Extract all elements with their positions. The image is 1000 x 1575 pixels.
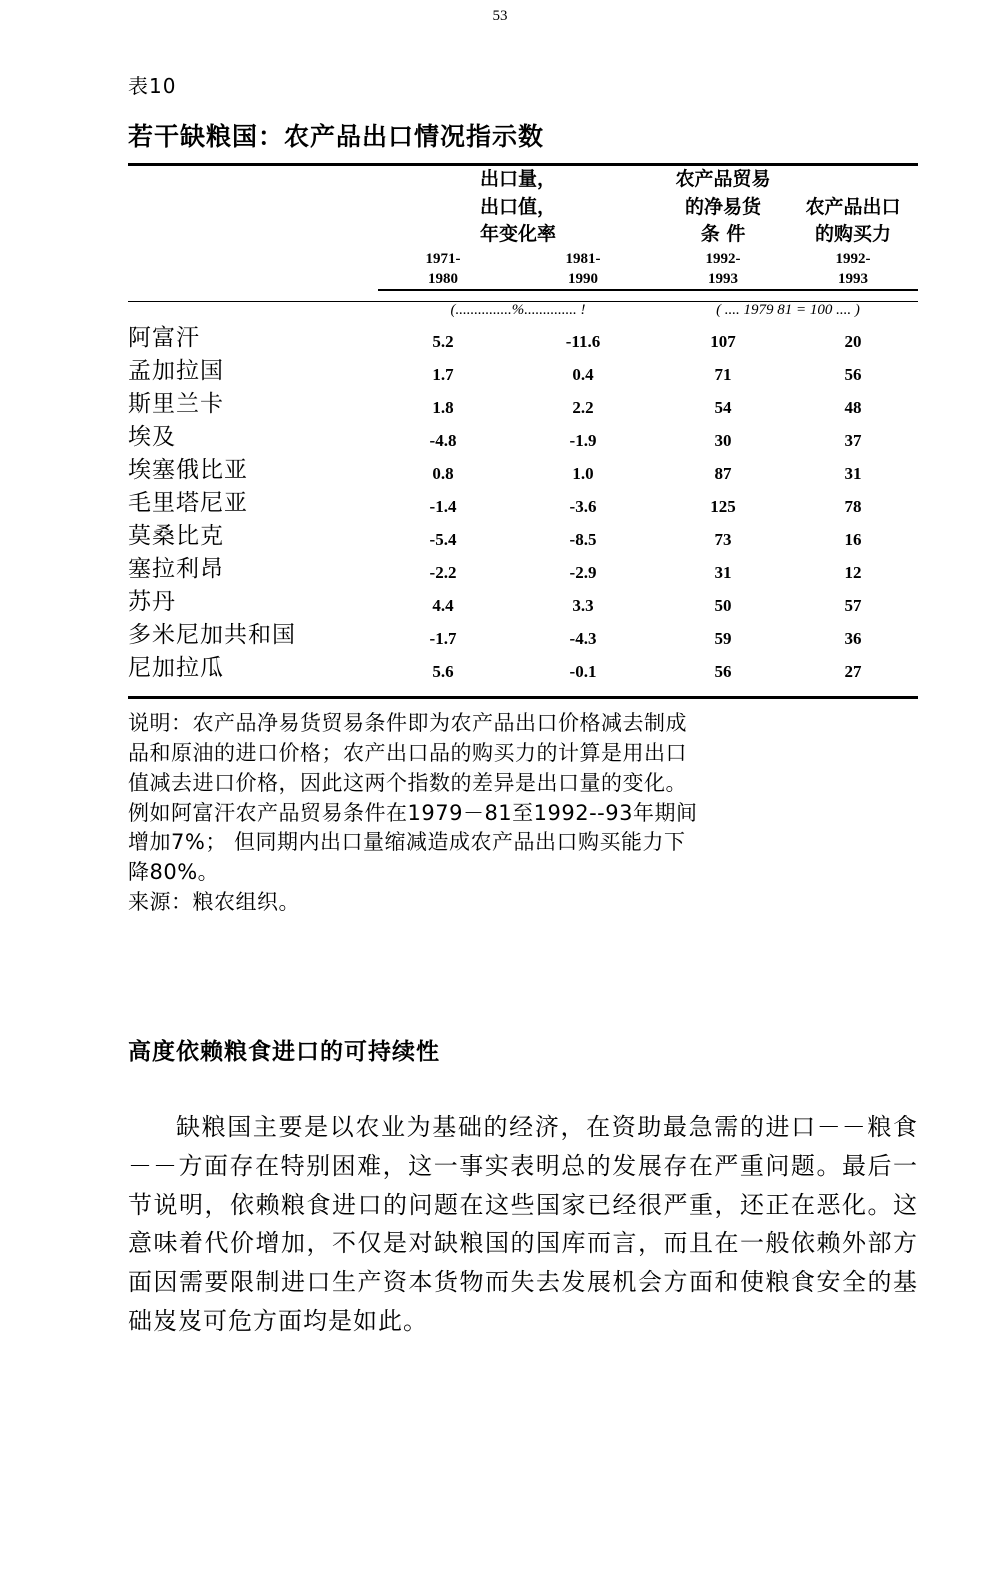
row-value-1971-1980: 1.8 xyxy=(432,398,454,418)
row-country: 莫桑比克 xyxy=(128,523,224,550)
row-value-1981-1990: -4.3 xyxy=(569,629,597,649)
header-blank xyxy=(128,166,378,249)
row-country: 苏丹 xyxy=(128,589,176,616)
row-value-power: 78 xyxy=(844,497,862,517)
row-country: 斯里兰卡 xyxy=(128,391,224,418)
table-row xyxy=(128,352,918,385)
table-row xyxy=(128,319,918,352)
table-row xyxy=(128,616,918,649)
row-country: 尼加拉瓜 xyxy=(128,655,224,682)
row-country: 埃塞俄比亚 xyxy=(128,457,248,484)
row-value-terms: 71 xyxy=(714,365,732,385)
row-value-1981-1990: -1.9 xyxy=(569,431,597,451)
units-index: ( .... 1979 81 = 100 .... ) xyxy=(716,302,860,319)
row-value-1971-1980: 1.7 xyxy=(432,365,454,385)
row-value-terms: 107 xyxy=(710,332,736,352)
units-row xyxy=(128,302,918,319)
header-group-row xyxy=(128,166,918,249)
row-value-1971-1980: 5.2 xyxy=(432,332,454,352)
header-years-1971-1980: 1971- 1980 xyxy=(378,249,508,291)
row-value-1971-1980: -1.4 xyxy=(429,497,457,517)
row-value-power: 36 xyxy=(844,629,862,649)
row-value-1971-1980: -4.8 xyxy=(429,431,457,451)
row-country: 埃及 xyxy=(128,424,176,451)
body-paragraph: 缺粮国主要是以农业为基础的经济，在资助最急需的进口－－粮食－－方面存在特别困难，这一事实表明总的发展存在严重问题。最后一节说明，依赖粮食进口的问题在这些国家已经很严重，还正在恶化。这意味着代价增加，不仅是对缺粮国的国库而言，而且在一般依赖外部方面因需要限制进口生产资本货物而失去发展机会方面和使粮食安全的基础岌岌可危方面均是如此。 xyxy=(128,1112,918,1336)
row-value-1971-1980: 5.6 xyxy=(432,662,454,682)
export-indicators-table xyxy=(128,166,918,291)
row-value-1981-1990: 0.4 xyxy=(572,365,594,385)
row-value-1971-1980: -2.2 xyxy=(429,563,457,583)
row-value-power: 12 xyxy=(844,563,862,583)
header-group-net-barter-terms: 农产品贸易 的净易货 条 件 xyxy=(675,168,771,246)
row-value-1981-1990: -3.6 xyxy=(569,497,597,517)
table-row xyxy=(128,583,918,616)
row-value-1981-1990: -8.5 xyxy=(569,530,597,550)
header-years-row xyxy=(128,249,918,291)
document-content xyxy=(128,70,918,1341)
table-note xyxy=(128,709,918,918)
row-value-1971-1980: -1.7 xyxy=(429,629,457,649)
row-value-1971-1980: 0.8 xyxy=(432,464,454,484)
row-value-terms: 31 xyxy=(714,563,732,583)
table-row xyxy=(128,550,918,583)
note-line: 降80%。 xyxy=(128,860,220,885)
row-value-1971-1980: 4.4 xyxy=(432,596,454,616)
row-country: 毛里塔尼亚 xyxy=(128,490,248,517)
row-value-terms: 30 xyxy=(714,431,732,451)
row-value-1981-1990: -0.1 xyxy=(569,662,597,682)
row-value-power: 16 xyxy=(844,530,862,550)
note-line: 品和原油的进口价格；农产出口品的购买力的计算是用出口 xyxy=(128,740,687,765)
row-value-terms: 54 xyxy=(714,398,732,418)
header-years-1992-1993-power: 1992- 1993 xyxy=(788,249,918,291)
table-row xyxy=(128,649,918,682)
header-group-purchasing-power: 农产品出口 的购买力 xyxy=(805,195,901,246)
row-value-1981-1990: -2.9 xyxy=(569,563,597,583)
header-group-export-volume: 出口量， 出口值， 年变化率 xyxy=(480,168,557,246)
note-line: 说明：农产品净易货贸易条件即为农产品出口价格减去制成 xyxy=(128,711,687,736)
row-value-terms: 56 xyxy=(714,662,732,682)
row-value-terms: 50 xyxy=(714,596,732,616)
row-country: 多米尼加共和国 xyxy=(128,622,296,649)
row-value-terms: 59 xyxy=(714,629,732,649)
row-value-power: 57 xyxy=(844,596,862,616)
table-bottom-rule xyxy=(128,696,918,699)
row-value-1981-1990: -11.6 xyxy=(565,332,601,352)
row-value-1981-1990: 3.3 xyxy=(572,596,594,616)
row-value-power: 56 xyxy=(844,365,862,385)
row-value-terms: 73 xyxy=(714,530,732,550)
row-value-1981-1990: 1.0 xyxy=(572,464,594,484)
table-row xyxy=(128,385,918,418)
row-country: 阿富汗 xyxy=(128,325,200,352)
header-years-1981-1990: 1981- 1990 xyxy=(508,249,658,291)
row-value-power: 31 xyxy=(844,464,862,484)
section-heading: 高度依赖粮食进口的可持续性 xyxy=(128,1038,440,1065)
row-value-terms: 87 xyxy=(714,464,732,484)
header-years-1992-1993-terms: 1992- 1993 xyxy=(658,249,788,291)
export-indicators-body xyxy=(128,302,918,682)
table-row xyxy=(128,517,918,550)
units-percent: (...............%.............. ! xyxy=(450,302,586,319)
table-title: 若干缺粮国：农产品出口情况指示数 xyxy=(128,122,545,151)
table-row xyxy=(128,418,918,451)
row-value-1971-1980: -5.4 xyxy=(429,530,457,550)
table-label: 表10 xyxy=(128,74,177,98)
note-line: 例如阿富汗农产品贸易条件在1979－81至1992--93年期间 xyxy=(128,800,698,825)
note-line: 增加7%； 但同期内出口量缩减造成农产品出口购买能力下 xyxy=(128,830,686,855)
table-row xyxy=(128,451,918,484)
row-value-power: 48 xyxy=(844,398,862,418)
row-country: 塞拉利昂 xyxy=(128,556,224,583)
units-blank xyxy=(128,302,378,319)
section-body xyxy=(128,1108,918,1341)
row-value-power: 20 xyxy=(844,332,862,352)
row-value-power: 37 xyxy=(844,431,862,451)
table-row xyxy=(128,484,918,517)
page-number: 53 xyxy=(492,8,508,24)
note-line: 值减去进口价格，因此这两个指数的差异是出口量的变化。 xyxy=(128,770,687,795)
row-country: 孟加拉国 xyxy=(128,358,224,385)
row-value-power: 27 xyxy=(844,662,862,682)
header-years-blank xyxy=(128,249,378,291)
note-source: 来源：粮农组织。 xyxy=(128,890,300,915)
row-value-terms: 125 xyxy=(710,497,736,517)
row-value-1981-1990: 2.2 xyxy=(572,398,594,418)
